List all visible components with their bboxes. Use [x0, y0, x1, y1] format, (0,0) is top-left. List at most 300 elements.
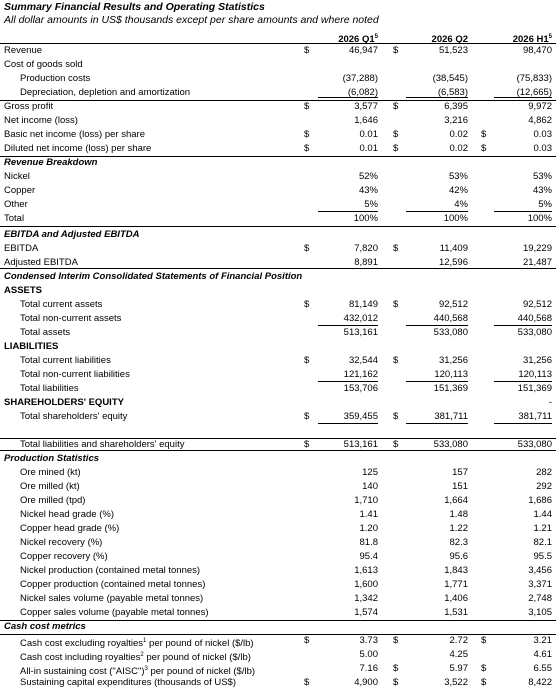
cell-value: 3,456	[528, 565, 552, 576]
cell-value: 440,568	[517, 313, 552, 324]
cell-value: 3,522	[444, 677, 468, 688]
cell-value: 1.21	[533, 523, 552, 534]
cell-value: 1.48	[449, 509, 468, 520]
cell-value: 3,577	[354, 101, 378, 112]
cell-value: 12,596	[438, 257, 468, 268]
row-label	[4, 270, 302, 284]
row-label	[20, 410, 127, 424]
row-label-text: Cash cost metrics	[4, 621, 86, 632]
row-label-text: Ore milled (kt)	[20, 481, 80, 492]
row-label	[20, 326, 70, 340]
cell-value: 9,972	[528, 101, 552, 112]
table-row	[0, 212, 560, 226]
table-row	[0, 100, 560, 114]
row-label-suffix: per pound of nickel ($/lb)	[146, 638, 254, 650]
row-label-suffix: per pound of nickel ($/lb)	[147, 666, 256, 678]
row-label-text: EBITDA	[4, 243, 39, 254]
row-label-text: Sustaining capital expenditures (thousands of US$)	[20, 677, 236, 688]
row-label	[20, 564, 200, 578]
table-row	[0, 578, 560, 592]
footnote-marker: 2	[140, 652, 144, 658]
cell-value: 43%	[358, 185, 378, 196]
cell-value: 1,531	[444, 607, 468, 618]
cell-value: 1.20	[359, 523, 378, 534]
row-label-text: Cash cost including royalties	[20, 652, 141, 664]
row-label	[4, 340, 58, 354]
table-row	[0, 648, 560, 662]
cell-value: 533,080	[517, 439, 552, 450]
row-label-text: Total shareholders' equity	[20, 411, 128, 422]
row-label-text: Total non-current liabilities	[20, 369, 130, 380]
cell-value: 6.55	[533, 663, 552, 674]
row-label	[20, 578, 205, 592]
cell-value: 0.02	[449, 143, 468, 154]
row-label	[4, 184, 35, 198]
currency-symbol: $	[304, 143, 310, 154]
subtotal-underline	[494, 211, 552, 212]
cell-value: 100%	[527, 213, 552, 224]
cell-value: 3.21	[533, 635, 552, 646]
subtotal-underline	[406, 97, 468, 98]
currency-symbol: $	[393, 677, 399, 688]
cell-value: 95.5	[533, 551, 552, 562]
cell-value: 7.16	[359, 663, 378, 674]
column-header-q2: 2026 Q2	[431, 34, 468, 46]
cell-value: 0.03	[533, 129, 552, 140]
currency-symbol: $	[393, 129, 399, 140]
row-label-text: Copper	[4, 185, 36, 196]
subtotal-underline	[406, 211, 468, 212]
cell-value: 0.03	[533, 143, 552, 154]
row-label	[20, 368, 130, 382]
table-row	[0, 58, 560, 72]
row-label	[20, 508, 114, 522]
row-label	[20, 494, 85, 508]
section-heading-row	[0, 620, 560, 634]
currency-symbol: $	[304, 299, 310, 310]
cell-value: 7,820	[354, 243, 378, 254]
row-label-text: Net income (loss)	[4, 115, 78, 126]
row-label	[4, 44, 42, 58]
cell-value: 432,012	[343, 313, 378, 324]
cell-value: 11,409	[439, 243, 468, 254]
cell-value: (75,833)	[516, 73, 552, 84]
row-label-text: Cost of goods sold	[4, 59, 83, 70]
table-row	[0, 676, 560, 690]
currency-symbol: $	[393, 439, 399, 450]
row-label	[4, 284, 42, 298]
row-label	[20, 536, 102, 550]
subtotal-underline	[494, 325, 552, 326]
table-row	[0, 312, 560, 326]
subtotal-underline	[406, 423, 468, 424]
cell-value: 1.44	[533, 509, 552, 520]
cell-value: 513,161	[343, 439, 378, 450]
cell-value: 1,686	[528, 495, 552, 506]
cell-value: 157	[452, 467, 468, 478]
row-label-suffix: per pound of nickel ($/lb)	[143, 652, 251, 664]
row-label-text: All-in sustaining cost ("AISC")	[20, 666, 145, 678]
cell-value: 292	[536, 481, 552, 492]
currency-symbol: $	[304, 243, 310, 254]
cell-value: (6,082)	[347, 87, 378, 98]
subtotal-underline	[406, 325, 468, 326]
cell-value: 381,711	[518, 411, 552, 422]
table-row	[0, 354, 560, 368]
subtotal-underline	[318, 381, 378, 382]
currency-symbol: $	[481, 129, 487, 140]
row-label	[20, 592, 203, 606]
cell-value: 513,161	[343, 327, 378, 338]
cell-value: 81.8	[359, 537, 378, 548]
table-row	[0, 326, 560, 340]
cell-value: 2,748	[528, 593, 552, 604]
table-row	[0, 242, 560, 256]
cell-value: 533,080	[517, 327, 552, 338]
cell-value: 120,113	[434, 369, 468, 380]
cell-value: 3,105	[528, 607, 552, 618]
row-label-text: Production Statistics	[4, 453, 100, 464]
cell-value: 153,706	[343, 383, 378, 394]
table-row	[0, 550, 560, 564]
cell-value: 42%	[448, 185, 468, 196]
row-label-text: Copper head grade (%)	[20, 523, 120, 534]
table-row	[0, 368, 560, 382]
row-label-text: ASSETS	[4, 285, 43, 296]
table-divider	[0, 438, 556, 439]
subtotal-underline	[318, 325, 378, 326]
cell-value: 53%	[448, 171, 468, 182]
table-row	[0, 480, 560, 494]
row-label-text: Ore milled (tpd)	[20, 495, 86, 506]
currency-symbol: $	[481, 677, 487, 688]
currency-symbol: $	[304, 635, 310, 646]
cell-value: 46,947	[348, 45, 378, 56]
cell-value: 6,395	[444, 101, 468, 112]
cell-value: 120,113	[518, 369, 552, 380]
table-row	[0, 72, 560, 86]
subtotal-underline	[494, 381, 552, 382]
cell-value: 1,613	[354, 565, 378, 576]
cell-value: 0.02	[449, 129, 468, 140]
table-divider	[0, 156, 556, 157]
cell-value: 95.4	[359, 551, 378, 562]
row-label-text: Nickel recovery (%)	[20, 537, 103, 548]
cell-value: 1,600	[354, 579, 378, 590]
row-label	[20, 480, 80, 494]
currency-symbol: $	[393, 45, 399, 56]
cell-value: 4,862	[528, 115, 552, 126]
row-label-text: Total liabilities	[20, 383, 79, 394]
table-divider	[0, 43, 556, 44]
row-label	[4, 114, 78, 128]
row-label-text: Revenue Breakdown	[4, 157, 98, 168]
row-label	[4, 228, 139, 242]
cell-value: 98,470	[522, 45, 552, 56]
cell-value: (12,665)	[516, 87, 552, 98]
table-row	[0, 298, 560, 312]
cell-value: 8,891	[354, 257, 378, 268]
row-label	[4, 58, 83, 72]
cell-value: 151,369	[517, 383, 552, 394]
cell-value: 92,512	[438, 299, 468, 310]
cell-value: (37,288)	[342, 73, 378, 84]
row-label-text: Depreciation, depletion and amortization	[20, 87, 191, 98]
cell-value: 0.01	[359, 129, 378, 140]
row-label	[20, 382, 79, 396]
row-label	[20, 522, 119, 536]
currency-symbol: $	[481, 143, 487, 154]
row-label	[20, 466, 81, 480]
row-label-text: SHAREHOLDERS' EQUITY	[4, 397, 124, 408]
cell-value: 31,256	[438, 355, 468, 366]
table-divider	[0, 620, 556, 621]
cell-value: 1,710	[354, 495, 378, 506]
section-heading-row	[0, 228, 560, 242]
cell-value: 121,162	[343, 369, 378, 380]
cell-value: 4,900	[354, 677, 378, 688]
document-subtitle: All dollar amounts in US$ thousands except per share amounts and where noted	[4, 14, 379, 26]
currency-symbol: $	[304, 101, 310, 112]
table-row	[0, 466, 560, 480]
cell-value: (38,545)	[432, 73, 468, 84]
currency-symbol: $	[304, 677, 310, 688]
row-label	[4, 242, 38, 256]
row-label-text: Copper sales volume (payable metal tonnes)	[20, 607, 209, 618]
cell-value: 3.73	[359, 635, 378, 646]
cell-value: 140	[362, 481, 378, 492]
cell-value: 1,664	[444, 495, 468, 506]
subsection-heading-row	[0, 340, 560, 354]
cell-value: 51,523	[438, 45, 468, 56]
cell-value: 533,080	[433, 327, 468, 338]
cell-value: 43%	[532, 185, 552, 196]
row-label	[4, 128, 145, 142]
row-label-text: Basic net income (loss) per share	[4, 129, 145, 140]
cell-value: 1,342	[354, 593, 378, 604]
table-divider	[0, 268, 556, 269]
subtotal-underline	[494, 97, 552, 98]
row-label-text: Copper production (contained metal tonnes)	[20, 579, 206, 590]
cell-value: 381,711	[434, 411, 468, 422]
cell-value: 8,422	[528, 677, 552, 688]
cell-value: 53%	[532, 171, 552, 182]
row-label-text: Nickel sales volume (payable metal tonnes)	[20, 593, 204, 604]
currency-symbol: $	[393, 355, 399, 366]
cell-value: 1,771	[444, 579, 468, 590]
cell-value: 1,843	[444, 565, 468, 576]
cell-value: 3,216	[444, 115, 468, 126]
subsection-heading-row	[0, 284, 560, 298]
row-label-text: EBITDA and Adjusted EBITDA	[4, 229, 140, 240]
table-row	[0, 410, 560, 424]
table-row	[0, 564, 560, 578]
row-label-text: Gross profit	[4, 101, 54, 112]
cell-value: 5%	[364, 199, 378, 210]
table-row	[0, 86, 560, 100]
footnote-marker: 1	[143, 638, 147, 644]
row-label	[20, 550, 108, 564]
table-row	[0, 606, 560, 620]
cell-value: 31,256	[522, 355, 552, 366]
row-label-text: Nickel	[4, 171, 30, 182]
row-label-text: Copper recovery (%)	[20, 551, 108, 562]
currency-symbol: $	[393, 243, 399, 254]
row-label-text: Other	[4, 199, 28, 210]
row-label-text: Total liabilities and shareholders' equity	[20, 439, 185, 450]
cell-value: 1,646	[354, 115, 378, 126]
currency-symbol: $	[304, 45, 310, 56]
currency-symbol: $	[304, 411, 310, 422]
currency-symbol: $	[393, 635, 399, 646]
table-row	[0, 142, 560, 156]
cell-value: (6,583)	[437, 87, 468, 98]
row-label-text: Total non-current assets	[20, 313, 122, 324]
table-divider	[0, 100, 556, 101]
cell-value: 92,512	[522, 299, 552, 310]
currency-symbol: $	[304, 129, 310, 140]
subsection-heading-row	[0, 396, 560, 410]
table-row	[0, 382, 560, 396]
cell-value: 1,574	[354, 607, 378, 618]
currency-symbol: $	[393, 299, 399, 310]
row-label-text: Ore mined (kt)	[20, 467, 81, 478]
row-label	[4, 212, 24, 226]
footnote-marker: 3	[144, 666, 148, 672]
cell-value: 1.22	[449, 523, 468, 534]
document-title: Summary Financial Results and Operating Statistics	[4, 1, 265, 13]
cell-value: 151,369	[433, 383, 468, 394]
cell-value: 82.3	[449, 537, 468, 548]
cell-value: 151	[452, 481, 468, 492]
cell-value: 359,455	[343, 411, 378, 422]
cell-value: 1.41	[359, 509, 378, 520]
table-divider	[0, 226, 556, 227]
table-divider	[0, 634, 556, 635]
row-label	[4, 142, 151, 156]
cell-value: 21,487	[522, 257, 552, 268]
currency-symbol: $	[393, 143, 399, 154]
row-label-text: Total current assets	[20, 299, 103, 310]
row-label	[20, 676, 236, 690]
table-row	[0, 44, 560, 58]
currency-symbol: $	[481, 635, 487, 646]
cell-value: 5.00	[359, 649, 378, 660]
subtotal-underline	[406, 381, 468, 382]
cell-value: 125	[362, 467, 378, 478]
table-row	[0, 114, 560, 128]
table-row	[0, 198, 560, 212]
table-row	[0, 508, 560, 522]
cell-value: 4.61	[533, 649, 552, 660]
row-label	[20, 72, 90, 86]
section-heading-row	[0, 452, 560, 466]
row-label	[20, 606, 209, 620]
table-row	[0, 184, 560, 198]
subtotal-underline	[318, 211, 378, 212]
cell-value: 0.01	[359, 143, 378, 154]
currency-symbol: $	[393, 101, 399, 112]
subtotal-underline	[494, 423, 552, 424]
column-header-h1: 2026 $H1^5$	[512, 34, 552, 46]
row-label-text: Adjusted EBITDA	[4, 257, 78, 268]
cell-value: 81,149	[348, 299, 378, 310]
row-label-text: Nickel head grade (%)	[20, 509, 114, 520]
row-label	[20, 298, 102, 312]
cell-value: 52%	[358, 171, 378, 182]
cell-value: 2.72	[449, 635, 468, 646]
subtotal-underline	[318, 423, 378, 424]
currency-symbol: $	[304, 439, 310, 450]
cell-value: 282	[536, 467, 552, 478]
cell-value: 100%	[353, 213, 378, 224]
cell-value: 95.6	[449, 551, 468, 562]
cell-value: 3,371	[528, 579, 552, 590]
cell-value: -	[548, 397, 552, 408]
table-row	[0, 170, 560, 184]
row-label-text: Diluted net income (loss) per share	[4, 143, 152, 154]
row-label	[4, 100, 53, 114]
table-divider	[0, 450, 556, 451]
row-label-text: Condensed Interim Consolidated Statements of Financial Position	[4, 271, 303, 282]
currency-symbol: $	[393, 663, 399, 674]
currency-symbol: $	[481, 663, 487, 674]
cell-value: 1,406	[444, 593, 468, 604]
row-label	[4, 156, 97, 170]
row-label	[4, 452, 99, 466]
row-label	[20, 312, 121, 326]
row-label	[4, 198, 28, 212]
column-header-q1: 2026 $Q1^5$	[338, 34, 378, 46]
row-label	[20, 354, 111, 368]
row-label-text: Revenue	[4, 45, 43, 56]
section-heading-row	[0, 270, 560, 284]
table-row	[0, 522, 560, 536]
cell-value: 32,544	[348, 355, 378, 366]
row-label-text: Production costs	[20, 73, 91, 84]
cell-value: 440,568	[433, 313, 468, 324]
cell-value: 19,229	[522, 243, 552, 254]
cell-value: 5%	[538, 199, 552, 210]
row-label	[20, 86, 190, 100]
table-row	[0, 536, 560, 550]
row-label-text: Total assets	[20, 327, 71, 338]
row-label-text: Total	[4, 213, 25, 224]
cell-value: 4.25	[449, 649, 468, 660]
row-label-text: Total current liabilities	[20, 355, 111, 366]
row-label	[4, 620, 86, 634]
cell-value: 5.97	[449, 663, 468, 674]
table-row	[0, 592, 560, 606]
row-label-text: Nickel production (contained metal tonnes)	[20, 565, 201, 576]
currency-symbol: $	[393, 411, 399, 422]
cell-value: 4%	[454, 199, 468, 210]
row-label	[4, 396, 124, 410]
table-row	[0, 662, 560, 676]
currency-symbol: $	[304, 355, 310, 366]
row-label	[4, 170, 30, 184]
cell-value: 82.1	[533, 537, 552, 548]
table-row	[0, 128, 560, 142]
row-label-text: Cash cost excluding royalties	[20, 638, 144, 650]
table-row	[0, 494, 560, 508]
section-heading-row	[0, 156, 560, 170]
table-row	[0, 634, 560, 648]
subtotal-underline	[318, 97, 378, 98]
row-label-text: LIABILITIES	[4, 341, 59, 352]
cell-value: 533,080	[433, 439, 468, 450]
cell-value: 100%	[443, 213, 468, 224]
